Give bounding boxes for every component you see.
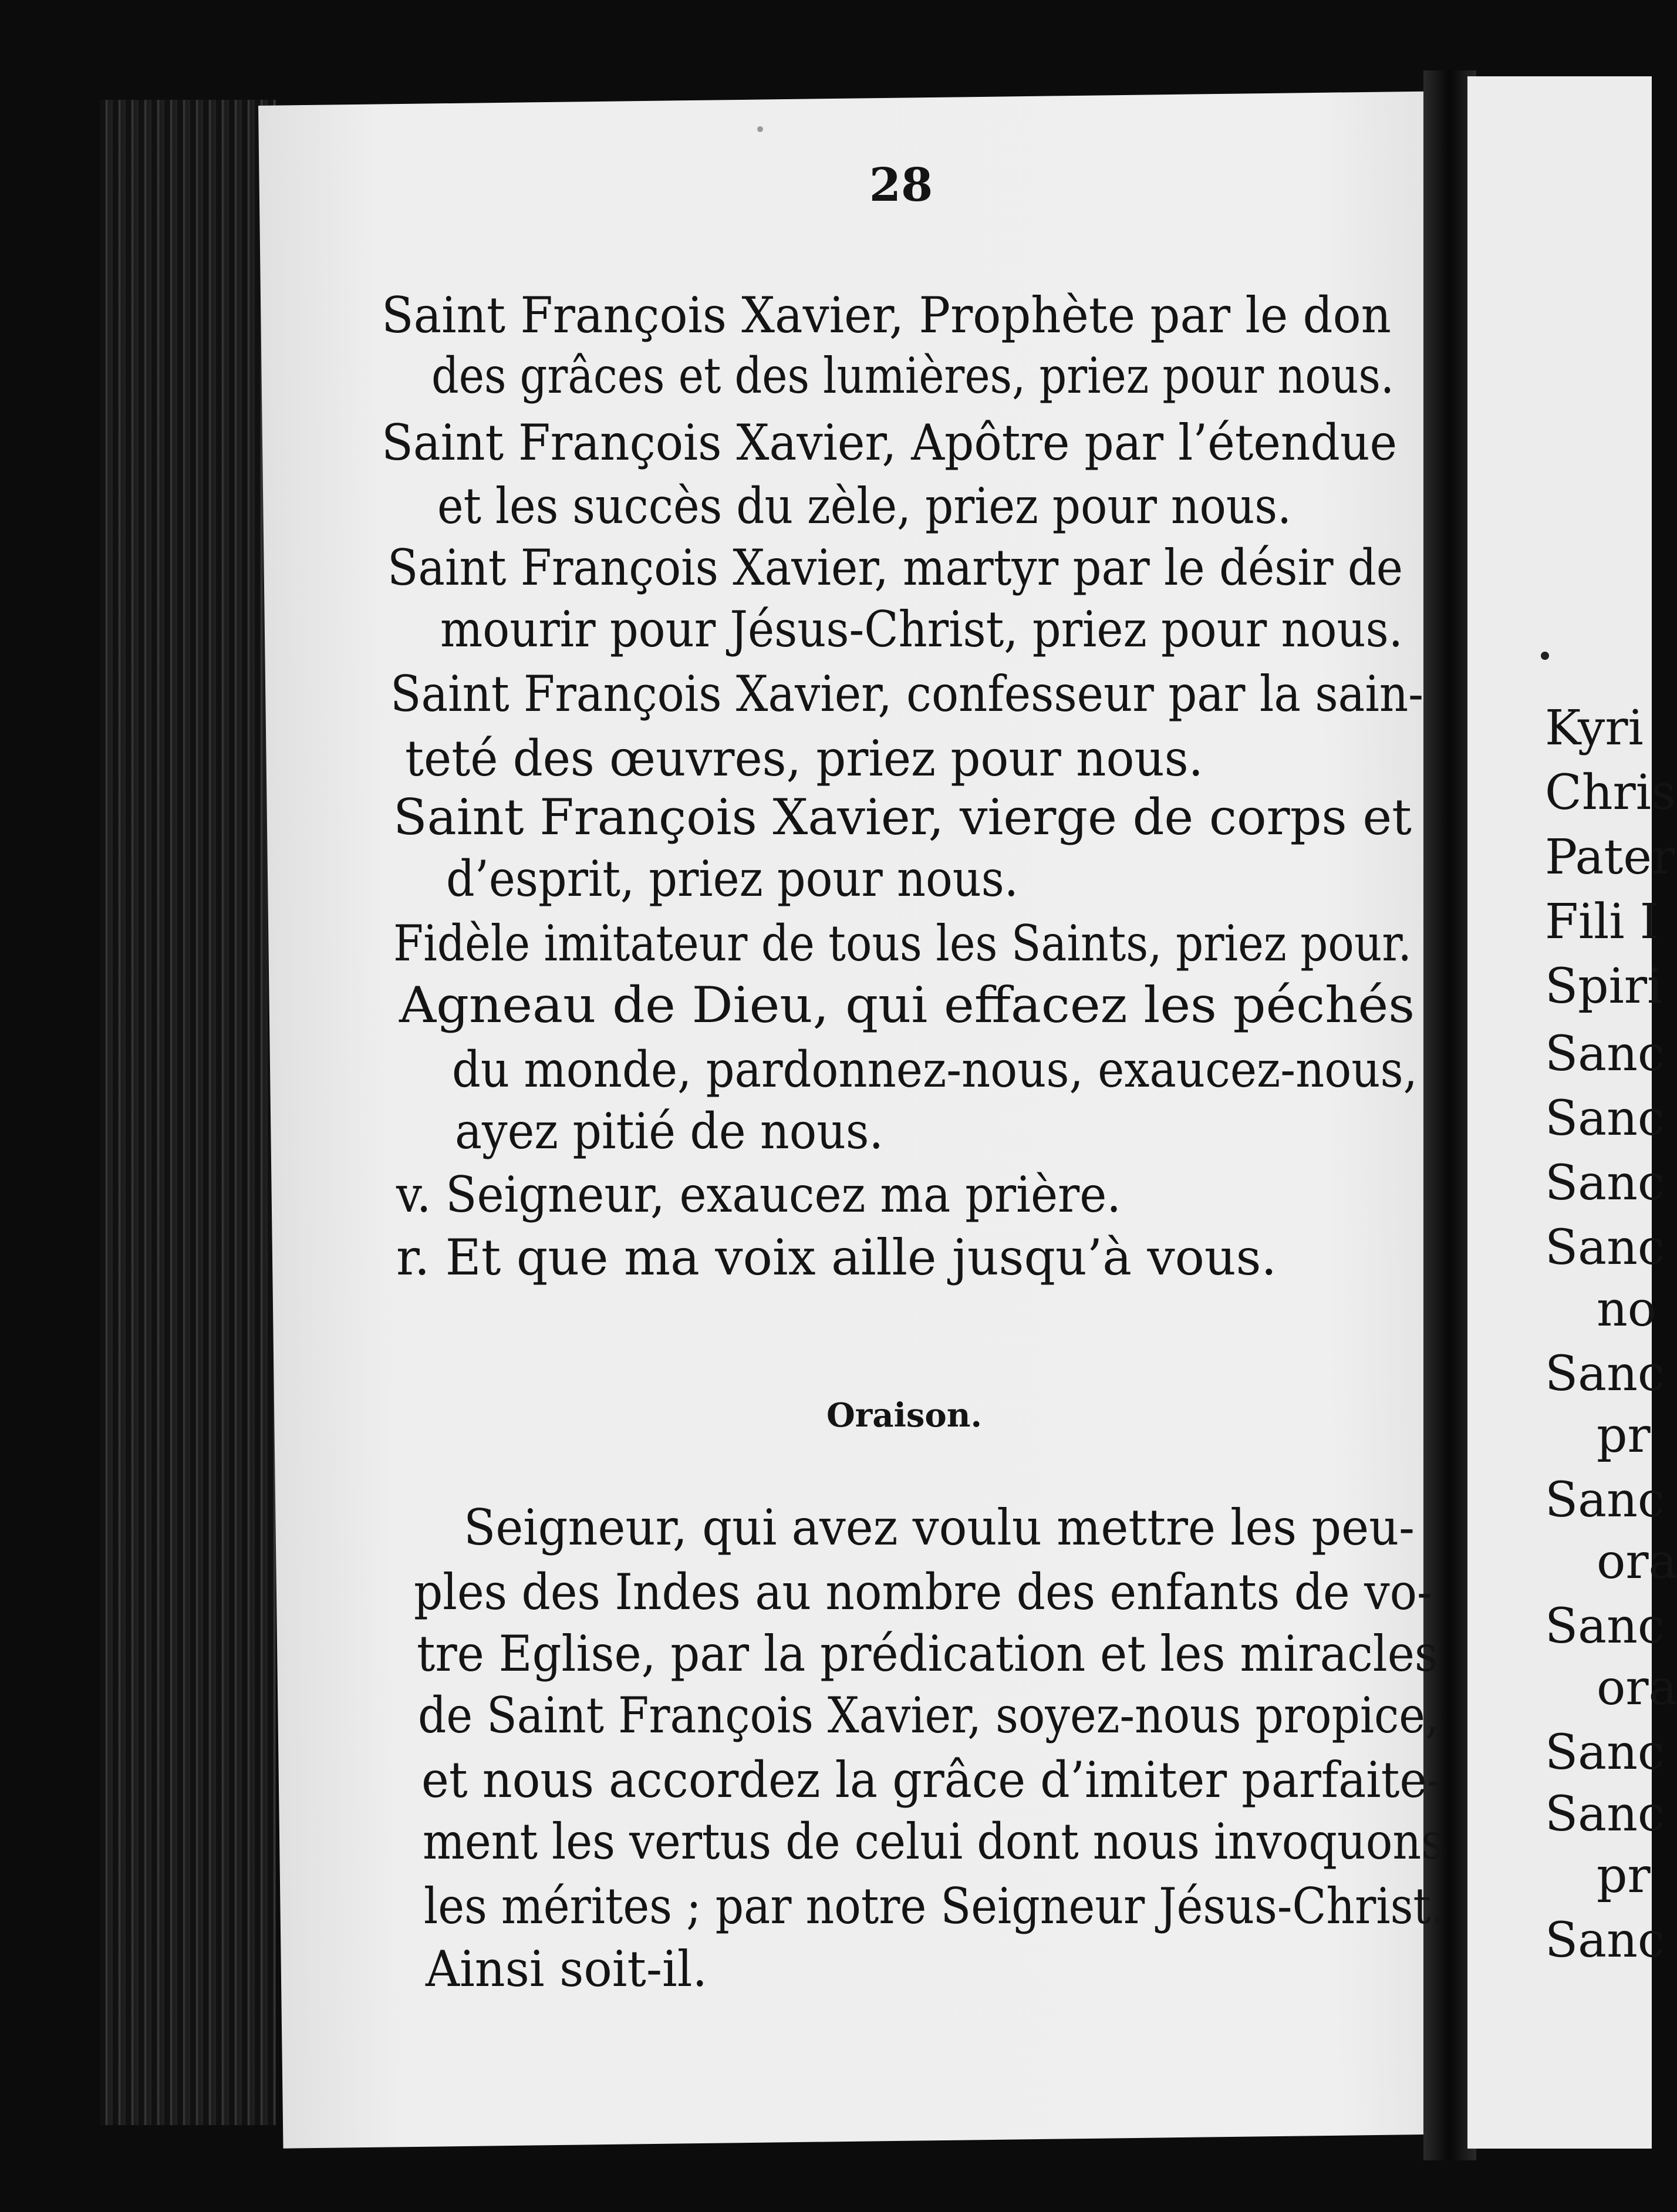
litany-line: Saint François Xavier, Apôtre par l’étendue xyxy=(382,414,1397,471)
facing-page xyxy=(1467,76,1677,2149)
facing-page-line: Chris xyxy=(1545,765,1676,821)
facing-page-line: Sanc xyxy=(1545,1155,1665,1211)
litany-line: Saint François Xavier, martyr par le désir de xyxy=(387,539,1403,596)
facing-page-line: Sanc xyxy=(1545,1913,1665,1968)
litany-line: Saint François Xavier, confesseur par la sain- xyxy=(390,665,1424,723)
prayer-line: les mérites ; par notre Seigneur Jésus-Christ. xyxy=(424,1877,1445,1935)
litany-line: ayez pitié de nous. xyxy=(455,1102,884,1160)
litany-line: v. Seigneur, exaucez ma prière. xyxy=(396,1166,1121,1223)
facing-page-line: Sanc xyxy=(1545,1220,1665,1276)
litany-line: Saint François Xavier, vierge de corps et xyxy=(393,788,1412,846)
litany-line: du monde, pardonnez-nous, exaucez-nous, xyxy=(452,1041,1418,1098)
prayer-line: Seigneur, qui avez voulu mettre les peu- xyxy=(464,1499,1415,1556)
prayer-line: et nous accordez la grâce d’imiter parfaite- xyxy=(421,1751,1443,1809)
facing-page-line: Sanc xyxy=(1545,1026,1665,1082)
page-speck xyxy=(757,126,763,132)
book-spine-edge xyxy=(100,100,276,2125)
facing-page-line: Sanc xyxy=(1545,1346,1665,1402)
litany-line: mourir pour Jésus-Christ, priez pour nous. xyxy=(440,601,1403,658)
litany-line: d’esprit, priez pour nous. xyxy=(446,850,1018,908)
facing-page-line: Kyri xyxy=(1545,700,1644,756)
facing-page-line: ora xyxy=(1597,1660,1677,1716)
facing-page-line: Sanc xyxy=(1545,1091,1665,1147)
facing-page-line: Fili I xyxy=(1545,894,1659,950)
facing-page-line: Sanc xyxy=(1545,1599,1665,1654)
facing-page-line: pr xyxy=(1597,1408,1651,1464)
litany-line: Agneau de Dieu, qui effacez les péchés xyxy=(399,976,1415,1034)
page-speck xyxy=(1541,652,1549,660)
prayer-heading: Oraison. xyxy=(826,1396,982,1435)
prayer-line: de Saint François Xavier, soyez-nous propice, xyxy=(418,1687,1439,1744)
litany-line: des grâces et des lumières, priez pour nous. xyxy=(431,347,1395,404)
facing-page-line: ora xyxy=(1597,1534,1677,1590)
facing-page-line: Pater xyxy=(1545,830,1675,885)
prayer-line: ment les vertus de celui dont nous invoquons xyxy=(423,1813,1445,1870)
facing-page-line: Spiri xyxy=(1545,959,1663,1014)
facing-page-line: pr xyxy=(1597,1848,1651,1904)
facing-page-line: Sanc xyxy=(1545,1725,1665,1781)
facing-page-line: Sanc xyxy=(1545,1786,1665,1842)
litany-line: et les succès du zèle, priez pour nous. xyxy=(437,477,1292,535)
prayer-line: ples des Indes au nombre des enfants de vo- xyxy=(414,1563,1433,1621)
facing-page-line: no xyxy=(1597,1282,1657,1337)
litany-line: r. Et que ma voix aille jusqu’à vous. xyxy=(396,1229,1277,1286)
prayer-line: tre Eglise, par la prédication et les miracles xyxy=(417,1625,1438,1682)
page-number: 28 xyxy=(869,159,933,212)
prayer-line: Ainsi soit-il. xyxy=(426,1940,708,1998)
litany-line: Saint François Xavier, Prophète par le don xyxy=(382,286,1391,344)
facing-page-line: Sanc xyxy=(1545,1472,1665,1528)
litany-line: teté des œuvres, priez pour nous. xyxy=(405,730,1204,787)
litany-line: Fidèle imitateur de tous les Saints, priez pour. xyxy=(393,915,1412,972)
